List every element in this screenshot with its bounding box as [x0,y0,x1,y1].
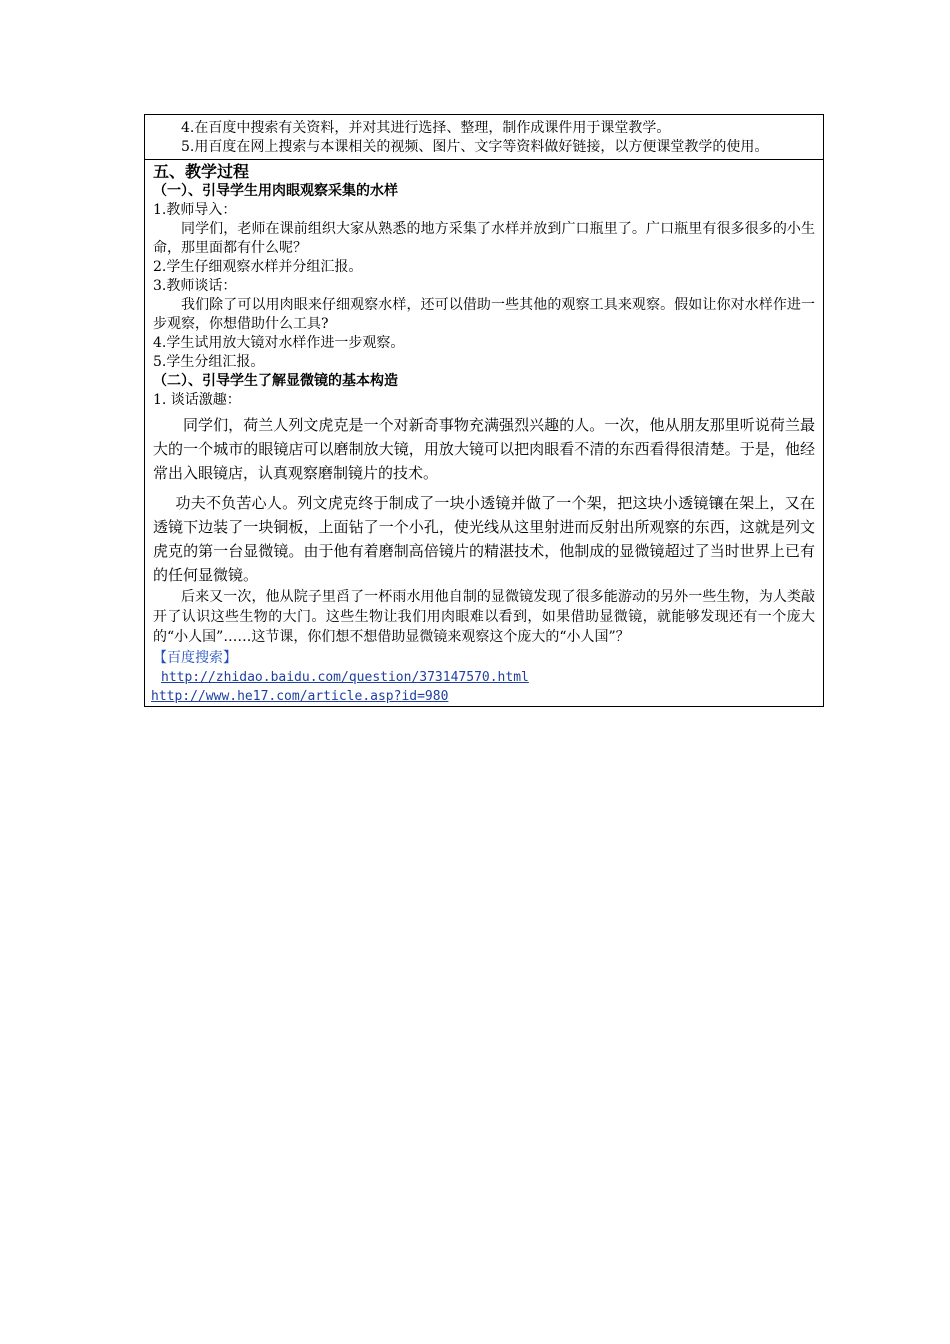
part1-step2: 2.学生仔细观察水样并分组汇报。 [153,259,363,275]
part2-para3: 后来又一次，他从院子里舀了一杯雨水用他自制的显微镜发现了很多能游动的另外一些生物，为人类敲开了认识这些生物的大门。这些生物让我们用肉眼难以看到，如果借助显微镜，就能够发现还有一个庞大的“小人国”……这节课，你们想不想借助显微镜来观察这个庞大的“小人国”？ [153,589,815,645]
part2-step1: 1. 谈话激趣： [153,392,241,408]
part2-para1: 同学们，荷兰人列文虎克是一个对新奇事物充满强烈兴趣的人。一次，他从朋友那里听说荷兰最大的一个城市的眼镜店可以磨制放大镜，用放大镜可以把肉眼看不清的东西看得很清楚。于是，他经常出入眼镜店，认真观察磨制镜片的技术。 [153,416,815,482]
process-cell [145,160,823,706]
search-link-2[interactable]: http://www.he17.com/article.asp?id=980 [151,689,449,704]
part1-step4: 4.学生试用放大镜对水样作进一步观察。 [153,335,405,351]
lesson-table [144,114,824,707]
search-link-1-line [153,668,815,687]
part2-para2: 功夫不负苦心人。列文虎克终于制成了一块小透镜并做了一个架，把这块小透镜镶在架上，又在透镜下边装了一块铜板，上面钻了一个小孔，使光线从这里射进而反射出所观察的东西，这就是列文虎克的第一台显微镜。由于他有着磨制高倍镜片的精湛技术，他制成的显微镜超过了当时世界上已有的任何显微镜。 [153,494,815,584]
resource-item-5: 5.用百度在网上搜索与本课相关的视频、图片、文字等资料做好链接，以方便课堂教学的使用。 [181,139,769,155]
part1-para1: 同学们，老师在课前组织大家从熟悉的地方采集了水样并放到广口瓶里了。广口瓶里有很多很多的小生命，那里面都有什么呢？ [153,221,815,256]
search-link-1[interactable]: http://zhidao.baidu.com/question/373147570.html [161,670,529,685]
part1-para2: 我们除了可以用肉眼来仔细观察水样，还可以借助一些其他的观察工具来观察。假如让你对水样作进一步观察，你想借助什么工具? [153,297,815,332]
part1-step3: 3.教师谈话： [153,278,237,294]
section-title: 五、教学过程 [153,162,250,181]
resource-item-4: 4.在百度中搜索有关资料，并对其进行选择、整理，制作成课件用于课堂教学。 [181,120,671,136]
part1-step1: 1.教师导入： [153,202,237,218]
search-link-2-line [151,687,815,706]
part2-title: （二）、引导学生了解显微镜的基本构造 [153,373,398,389]
resources-cell [145,115,823,160]
part1-step5: 5.学生分组汇报。 [153,354,265,370]
part1-title: （一）、引导学生用肉眼观察采集的水样 [153,183,398,199]
search-label: 【百度搜索】 [153,650,237,666]
